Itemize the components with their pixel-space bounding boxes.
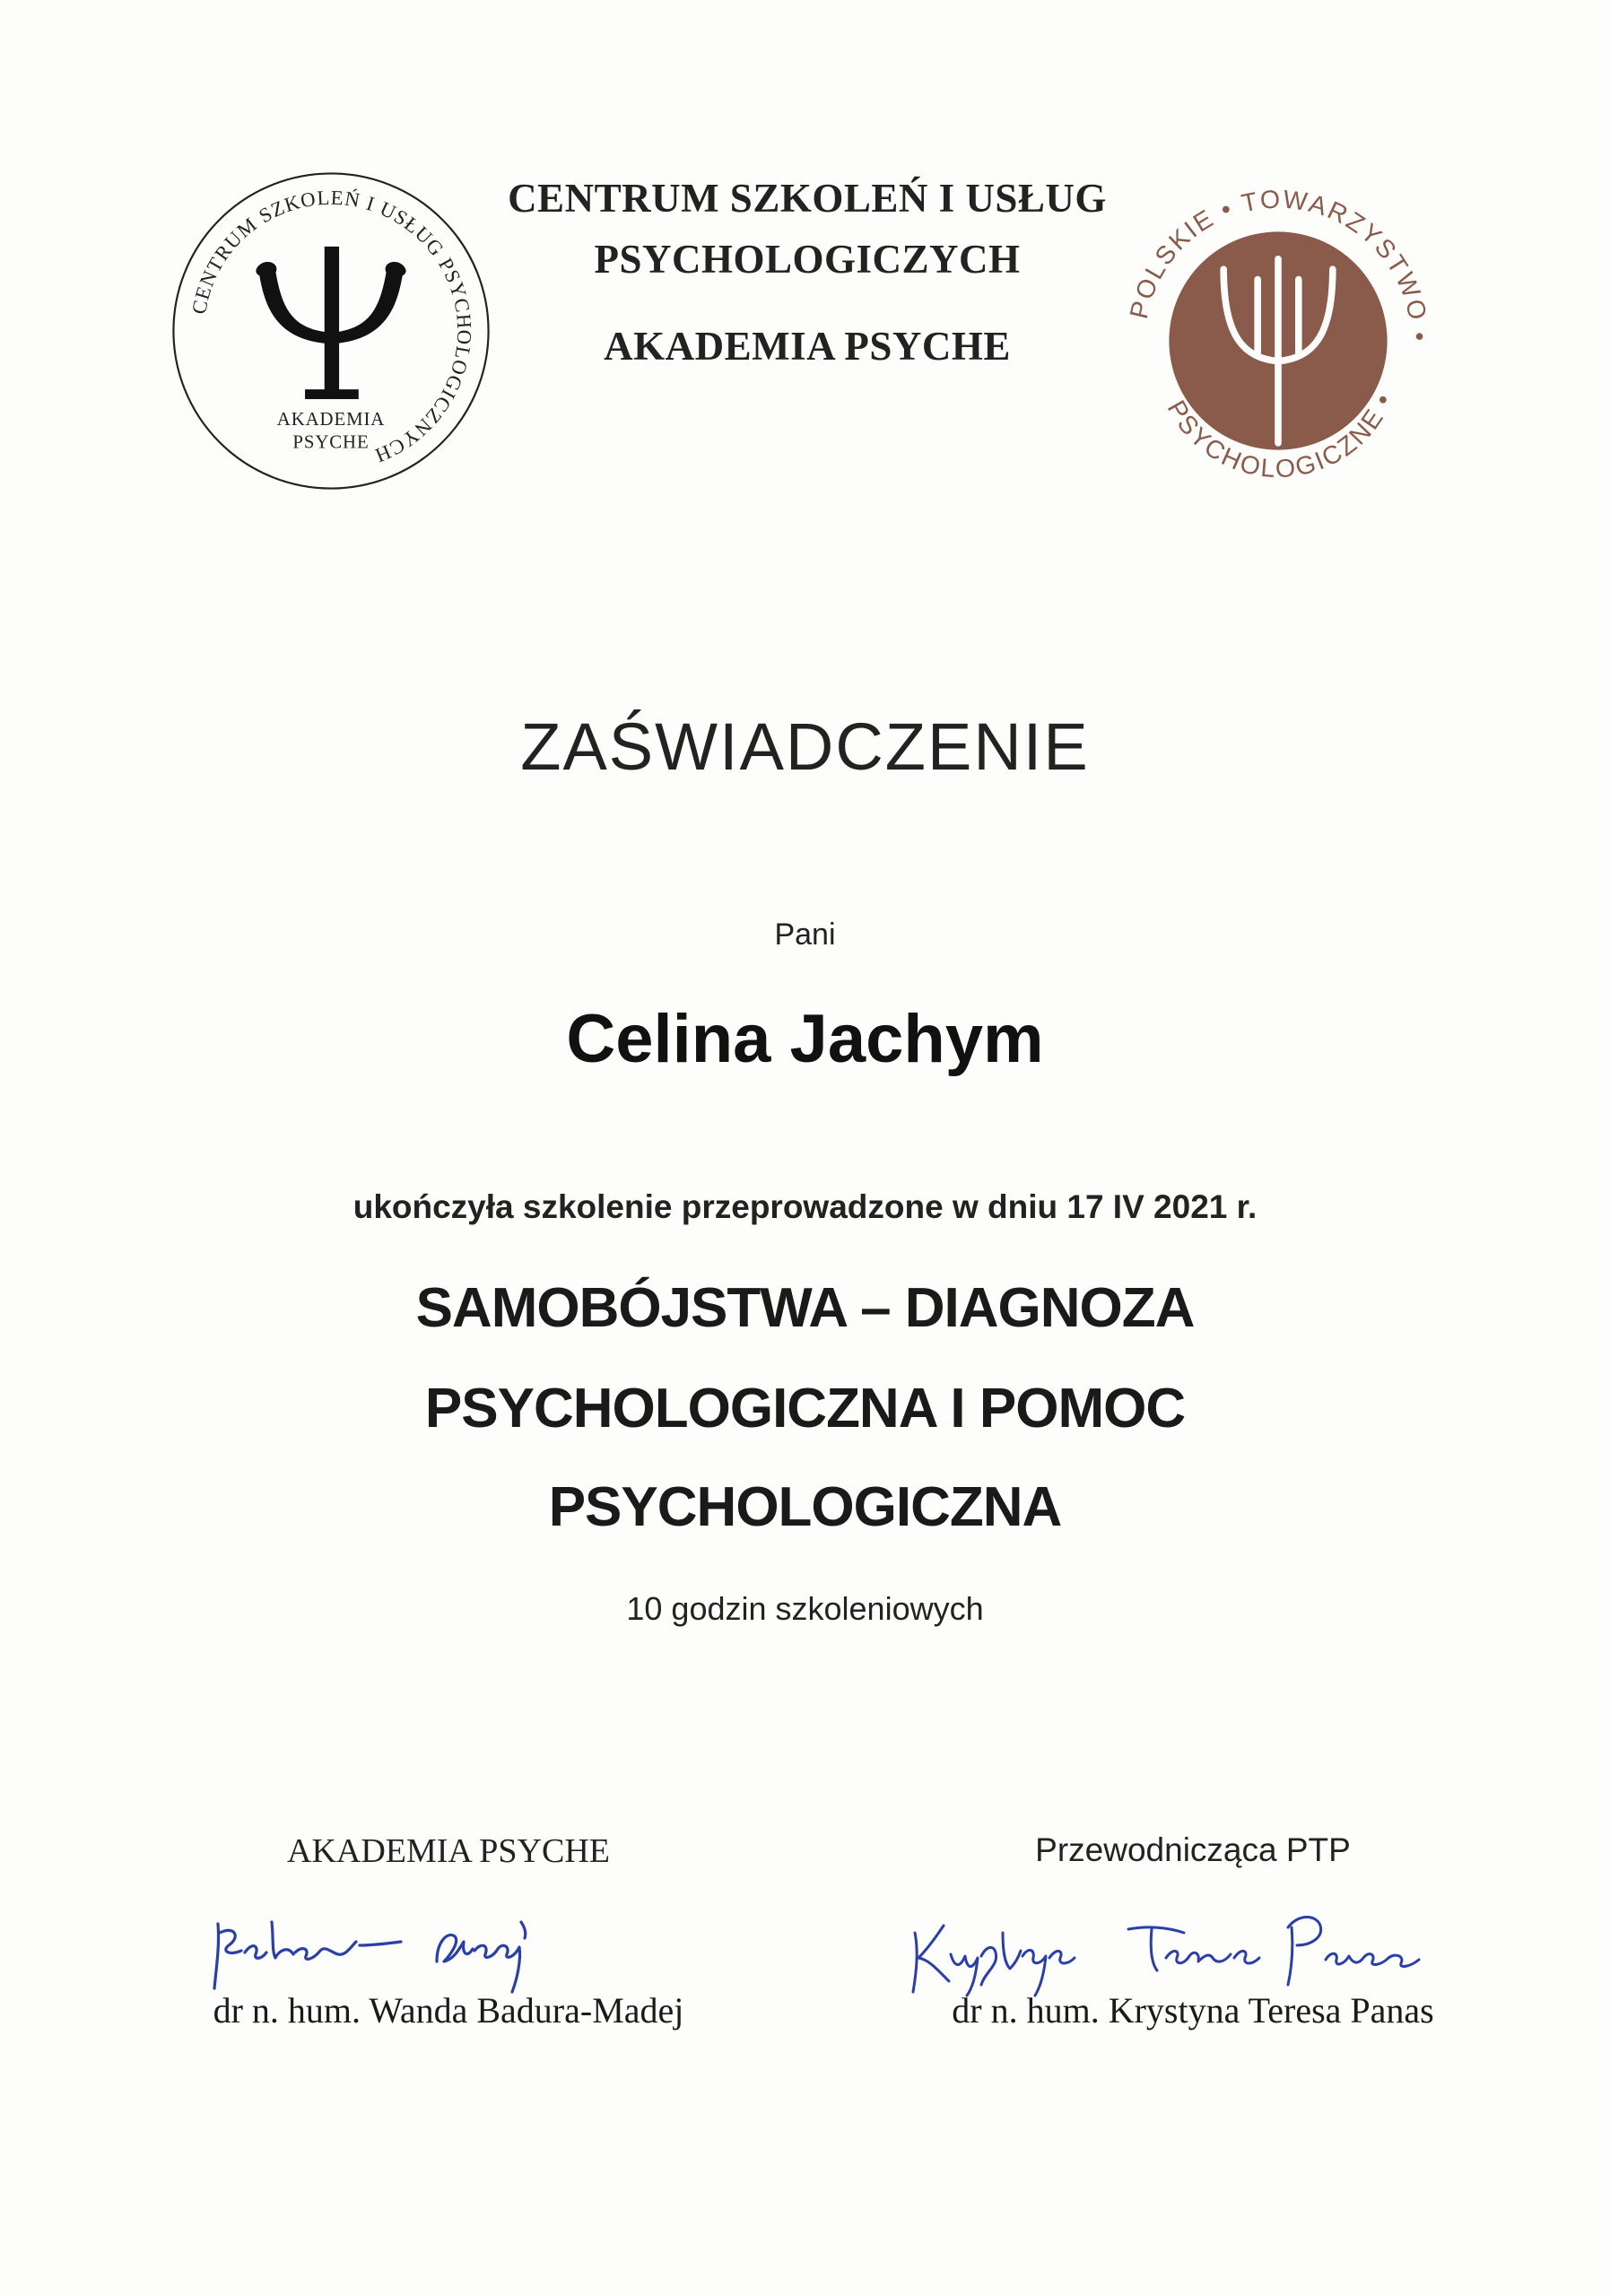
logo-left-ring-text: CENTRUM SZKOLEŃ I USŁUG PSYCHOLOGICZNYCH: [187, 186, 476, 467]
course-title-line1: SAMOBÓJSTWA – DIAGNOZA: [415, 1277, 1195, 1339]
signatory-name-left: dr n. hum. Wanda Badura-Madej: [213, 1990, 684, 2031]
org-name-line2: PSYCHOLOGICZYCH: [594, 237, 1021, 282]
signatory-name-right: dr n. hum. Krystyna Teresa Panas: [952, 1990, 1434, 2031]
certificate-title: ZAŚWIADCZENIE: [520, 709, 1090, 784]
course-title-line2: PSYCHOLOGICZNA I POMOC: [424, 1378, 1186, 1439]
org-name-line1: CENTRUM SZKOLEŃ I USŁUG: [508, 176, 1107, 221]
recipient-name: Celina Jachym: [566, 1001, 1044, 1077]
signatory-org-left: AKADEMIA PSYCHE: [287, 1832, 610, 1870]
signatory-org-right: Przewodnicząca PTP: [1035, 1831, 1351, 1868]
course-title-line3: PSYCHOLOGICZNA: [548, 1476, 1062, 1538]
ptp-ring-text-top: POLSKIE • TOWARZYSTWO •: [1124, 185, 1434, 344]
akademia-psyche-logo: [169, 169, 493, 493]
training-hours: 10 godzin szkoleniowych: [626, 1590, 984, 1627]
completion-statement: ukończyła szkolenie przeprowadzone w dniu 17 IV 2021 r.: [352, 1188, 1258, 1225]
org-name-line3: AKADEMIA PSYCHE: [604, 324, 1011, 369]
logo-left-inner-line1: AKADEMIA: [276, 407, 386, 430]
ptp-logo: [1108, 170, 1449, 511]
psi-icon: [256, 247, 405, 399]
salutation: Pani: [774, 918, 836, 952]
logo-left-inner-line2: PSYCHE: [292, 430, 370, 453]
ptp-ring-text-bottom: PSYCHOLOGICZNE •: [1161, 388, 1399, 484]
